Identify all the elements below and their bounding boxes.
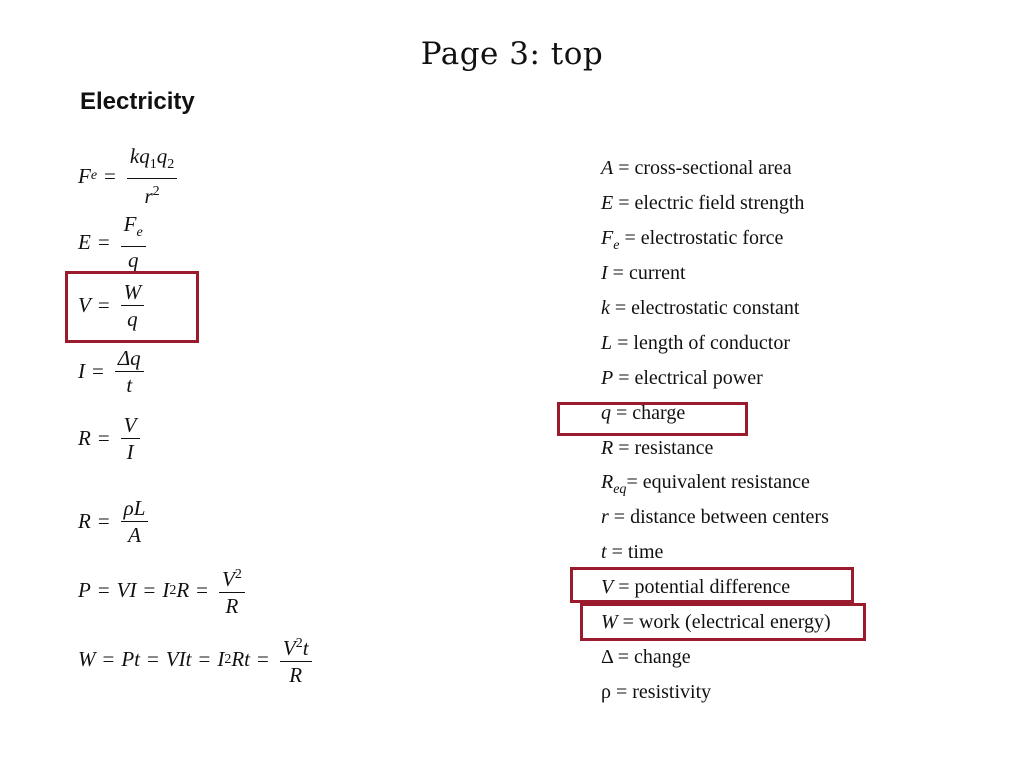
variable-definition: R = resistance [601, 437, 714, 459]
formula-voltage: V = $\frac{W}{q}$ [78, 280, 148, 331]
variable-definition: q = charge [601, 402, 686, 424]
variable-definition: W = work (electrical energy) [601, 611, 831, 633]
formula-resistivity: R = $\frac{\rho L}{A}$ [78, 496, 152, 547]
variable-definition: t = time [601, 541, 664, 563]
variable-definition: A = cross-sectional area [601, 157, 792, 179]
formula-current: I = $\frac{\Delta q}{t}$ [78, 346, 148, 397]
variable-definition: k = electrostatic constant [601, 297, 800, 319]
formula-field: E = $\frac{F_e}{q}$ [78, 212, 150, 272]
variable-definition: E = electric field strength [601, 192, 805, 214]
formula-work: W = Pt = VIt = I 2 Rt = $\frac{V^2t}{R}$ [78, 632, 316, 687]
variable-definition: $R_{eq}=$ equivalent resistance [601, 471, 810, 497]
highlight-box-charge [557, 402, 748, 436]
formula-coulomb: F e = $\frac{kq_1q_2}{r^2}$ [78, 144, 181, 208]
variable-definition: r = distance between centers [601, 506, 829, 528]
formula-power: P = VI = I 2 R = $\frac{V^2}{R}$ [78, 563, 249, 618]
highlight-box-potential-difference [570, 567, 854, 603]
variable-definition: V = potential difference [601, 576, 791, 598]
section-title: Electricity [80, 88, 195, 115]
variable-definition: Δ = change [601, 646, 691, 668]
highlight-box-voltage-formula [65, 271, 199, 343]
highlight-box-work [580, 603, 866, 641]
variable-definition: P = electrical power [601, 367, 763, 389]
formula-ohm: R = $\frac{V}{I}$ [78, 413, 144, 464]
page-title: Page 3: top [420, 36, 604, 72]
variable-definition: $F_e$ = electrostatic force [601, 227, 784, 253]
variable-definition: ρ = resistivity [601, 681, 712, 703]
variable-definition: L = length of conductor [601, 332, 791, 354]
variable-definition: I = current [601, 262, 686, 284]
